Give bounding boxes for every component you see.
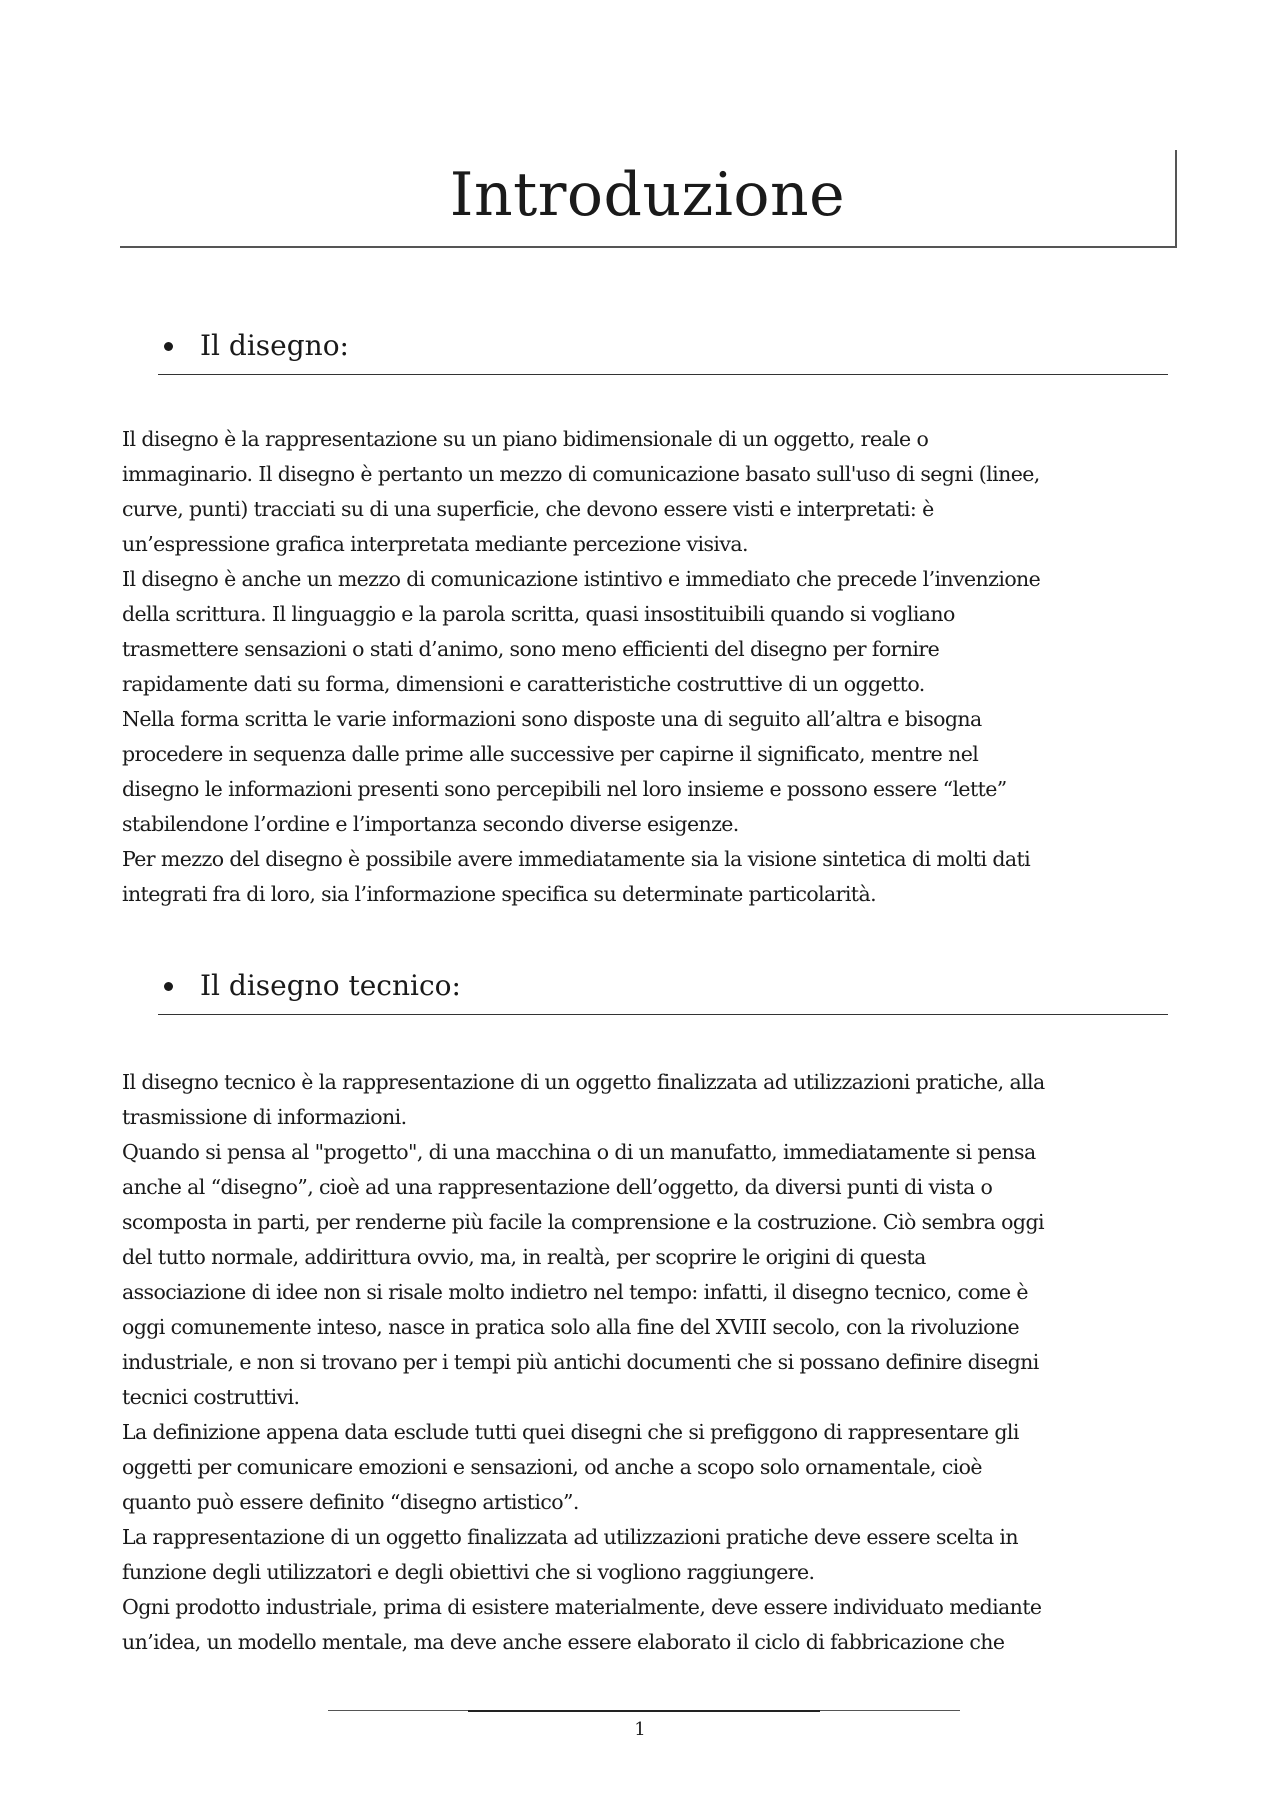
- paragraph-line: funzione degli utilizzatori e degli obiettivi che si vogliono raggiungere.: [122, 1560, 815, 1584]
- paragraph-line: integrati fra di loro, sia l’informazione specifica su determinate particolarità.: [122, 882, 876, 906]
- paragraph-line: stabilendone l’ordine e l’importanza secondo diverse esigenze.: [122, 812, 739, 836]
- paragraph-line: associazione di idee non si risale molto indietro nel tempo: infatti, il disegno tecnico, come è: [122, 1280, 1028, 1304]
- title-block: [120, 150, 1177, 248]
- paragraph-line: disegno le informazioni presenti sono percepibili nel loro insieme e possono essere “lette”: [122, 777, 1007, 801]
- page-number: 1: [634, 1719, 646, 1740]
- paragraph-line: La definizione appena data esclude tutti quei disegni che si prefiggono di rappresentare gli: [122, 1420, 1019, 1444]
- paragraph-line: Per mezzo del disegno è possibile avere immediatamente sia la visione sintetica di molti dati: [122, 847, 1031, 871]
- paragraph-line: della scrittura. Il linguaggio e la parola scritta, quasi insostituibili quando si vogliano: [122, 602, 955, 626]
- paragraph-line: trasmissione di informazioni.: [122, 1105, 407, 1129]
- section-heading-label: Il disegno tecnico:: [200, 969, 461, 1002]
- paragraph-line: anche al “disegno”, cioè ad una rappresentazione dell’oggetto, da diversi punti di vista o: [122, 1175, 993, 1199]
- bullet-icon: [164, 342, 173, 351]
- paragraph-line: curve, punti) tracciati su di una superficie, che devono essere visti e interpretati: è: [122, 497, 934, 521]
- paragraph-line: tecnici costruttivi.: [122, 1385, 300, 1409]
- footer-rule-accent: [468, 1710, 820, 1712]
- paragraph-line: Nella forma scritta le varie informazioni sono disposte una di seguito all’altra e bisogna: [122, 707, 982, 731]
- section-body-il-disegno-tecnico: [122, 1065, 1172, 1660]
- paragraph-line: oggi comunemente inteso, nasce in pratica solo alla fine del XVIII secolo, con la rivoluzione: [122, 1315, 1020, 1339]
- paragraph-line: un’idea, un modello mentale, ma deve anche essere elaborato il ciclo di fabbricazione che: [122, 1630, 1005, 1654]
- paragraph-line: procedere in sequenza dalle prime alle successive per capirne il significato, mentre nel: [122, 742, 979, 766]
- section-body-il-disegno: [122, 422, 1172, 912]
- paragraph-line: rapidamente dati su forma, dimensioni e caratteristiche costruttive di un oggetto.: [122, 672, 925, 696]
- paragraph-line: La rappresentazione di un oggetto finalizzata ad utilizzazioni pratiche deve essere scelta in: [122, 1525, 1018, 1549]
- section-heading-il-disegno: [158, 326, 1168, 375]
- paragraph-line: Il disegno è anche un mezzo di comunicazione istintivo e immediato che precede l’invenzione: [122, 567, 1041, 591]
- section-heading-il-disegno-tecnico: [158, 966, 1168, 1015]
- paragraph-line: Ogni prodotto industriale, prima di esistere materialmente, deve essere individuato mediante: [122, 1595, 1042, 1619]
- paragraph-line: oggetti per comunicare emozioni e sensazioni, od anche a scopo solo ornamentale, cioè: [122, 1455, 982, 1479]
- paragraph-line: industriale, e non si trovano per i tempi più antichi documenti che si possano definire disegni: [122, 1350, 1039, 1374]
- paragraph-line: trasmettere sensazioni o stati d’animo, sono meno efficienti del disegno per fornire: [122, 637, 940, 661]
- section-heading-label: Il disegno:: [200, 329, 349, 362]
- paragraph-line: immaginario. Il disegno è pertanto un mezzo di comunicazione basato sull'uso di segni (linee,: [122, 462, 1040, 486]
- paragraph-line: scomposta in parti, per renderne più facile la comprensione e la costruzione. Ciò sembra oggi: [122, 1210, 1044, 1234]
- bullet-icon: [164, 982, 173, 991]
- paragraph-line: un’espressione grafica interpretata mediante percezione visiva.: [122, 532, 748, 556]
- paragraph-line: del tutto normale, addirittura ovvio, ma, in realtà, per scoprire le origini di questa: [122, 1245, 926, 1269]
- paragraph-line: Quando si pensa al "progetto", di una macchina o di un manufatto, immediatamente si pensa: [122, 1140, 1036, 1164]
- paragraph-line: quanto può essere definito “disegno artistico”.: [122, 1490, 579, 1514]
- paragraph-line: Il disegno tecnico è la rappresentazione di un oggetto finalizzata ad utilizzazioni pratiche, alla: [122, 1070, 1045, 1094]
- paragraph-line: Il disegno è la rappresentazione su un piano bidimensionale di un oggetto, reale o: [122, 427, 929, 451]
- page-title: Introduzione: [449, 160, 846, 230]
